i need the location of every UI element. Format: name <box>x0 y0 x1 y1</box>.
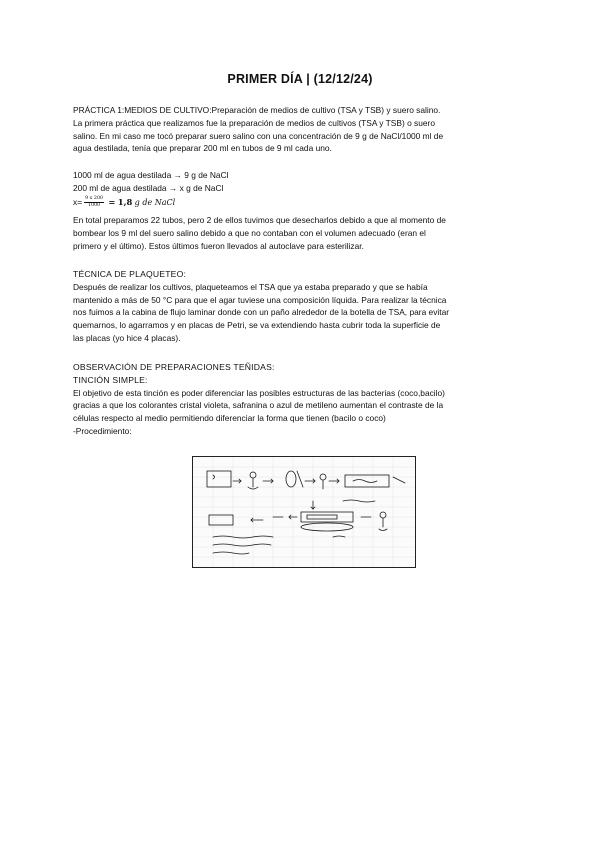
paragraph-line: las placas (yo hice 4 placas). <box>73 332 181 343</box>
paragraph-line: Después de realizar los cultivos, plaqueteamos el TSA que ya estaba preparado y que se había <box>73 281 428 292</box>
paragraph-line: En total preparamos 22 tubos, pero 2 de ellos tuvimos que desecharlos debido a que al momento de <box>73 215 446 225</box>
paragraph-line: bombear los 9 ml del suero salino debido a que no contaban con el volumen adecuado (eran el <box>73 227 426 238</box>
page-title: PRIMER DÍA | (12/12/24) <box>227 72 373 86</box>
formula-equals: = <box>108 196 116 207</box>
calc-line: 200 ml de agua destilada → x g de NaCl <box>73 182 224 193</box>
section-plaqueteo <box>73 268 528 345</box>
paragraph-line: agua destilada, tenía que preparar 200 ml en tubos de 9 ml cada uno. <box>73 143 332 154</box>
paragraph-line: gracias a que los colorantes cristal violeta, safranina o azul de metileno aumentan el contraste de la <box>73 400 444 411</box>
paragraph-line: quemarnos, lo agarramos y en placas de Petri, se va extendiendo hasta cubrir toda la superficie de <box>73 320 441 331</box>
paragraph-line: -Procedimiento: <box>73 425 132 436</box>
calc-line: 1000 ml de agua destilada → 9 g de NaCl <box>73 170 229 180</box>
section-tubos <box>73 214 528 252</box>
formula-unit: g de NaCl <box>134 197 176 207</box>
subsection-heading: TINCIÓN SIMPLE: <box>73 374 148 385</box>
procedure-sketch-image <box>192 456 416 568</box>
paragraph-line: células respecto al medio permitiendo diferenciar la forma que tienen (bacilo o coco) <box>73 413 386 424</box>
formula-x: x= <box>73 196 83 207</box>
paragraph-line: El objetivo de esta tinción es poder diferenciar las posibles estructuras de las bacterias (coco,bacilo) <box>73 387 445 398</box>
section-medios-cultivo <box>73 104 528 155</box>
fraction-numerator: 9 x 200 <box>85 196 104 202</box>
calculation-block <box>73 169 528 209</box>
paragraph-line: La primera práctica que realizamos fue la preparación de medios de cultivos (TSA y TSB) o suero <box>73 117 436 128</box>
formula-result: 1,8 <box>117 196 133 207</box>
handwritten-procedure-drawing <box>193 457 415 567</box>
section-heading: OBSERVACIÓN DE PREPARACIONES TEÑIDAS: <box>73 362 275 372</box>
fraction <box>84 196 104 208</box>
section-heading: TÉCNICA DE PLAQUETEO: <box>73 269 187 279</box>
paragraph-line: salino. En mi caso me tocó preparar suero salino con una concentración de 9 g de NaCl/1000 ml de <box>73 130 444 141</box>
paragraph-line: mantenido a más de 50 °C para que el agar tuviese una composición líquida. Para realizar la técnica <box>73 294 447 305</box>
paragraph-line: PRÁCTICA 1:MEDIOS DE CULTIVO:Preparación de medios de cultivo (TSA y TSB) y suero salino. <box>73 105 441 115</box>
section-tincion <box>73 361 528 438</box>
paragraph-line: nos fuimos a la cabina de flujo laminar donde con un paño alrededor de la botella de TSA, para evitar <box>73 307 450 318</box>
fraction-denominator: 1000 <box>87 202 101 208</box>
paragraph-line: primero y el último). Estos últimos fueron llevados al autoclave para esterilizar. <box>73 240 364 251</box>
calc-formula <box>73 196 528 210</box>
